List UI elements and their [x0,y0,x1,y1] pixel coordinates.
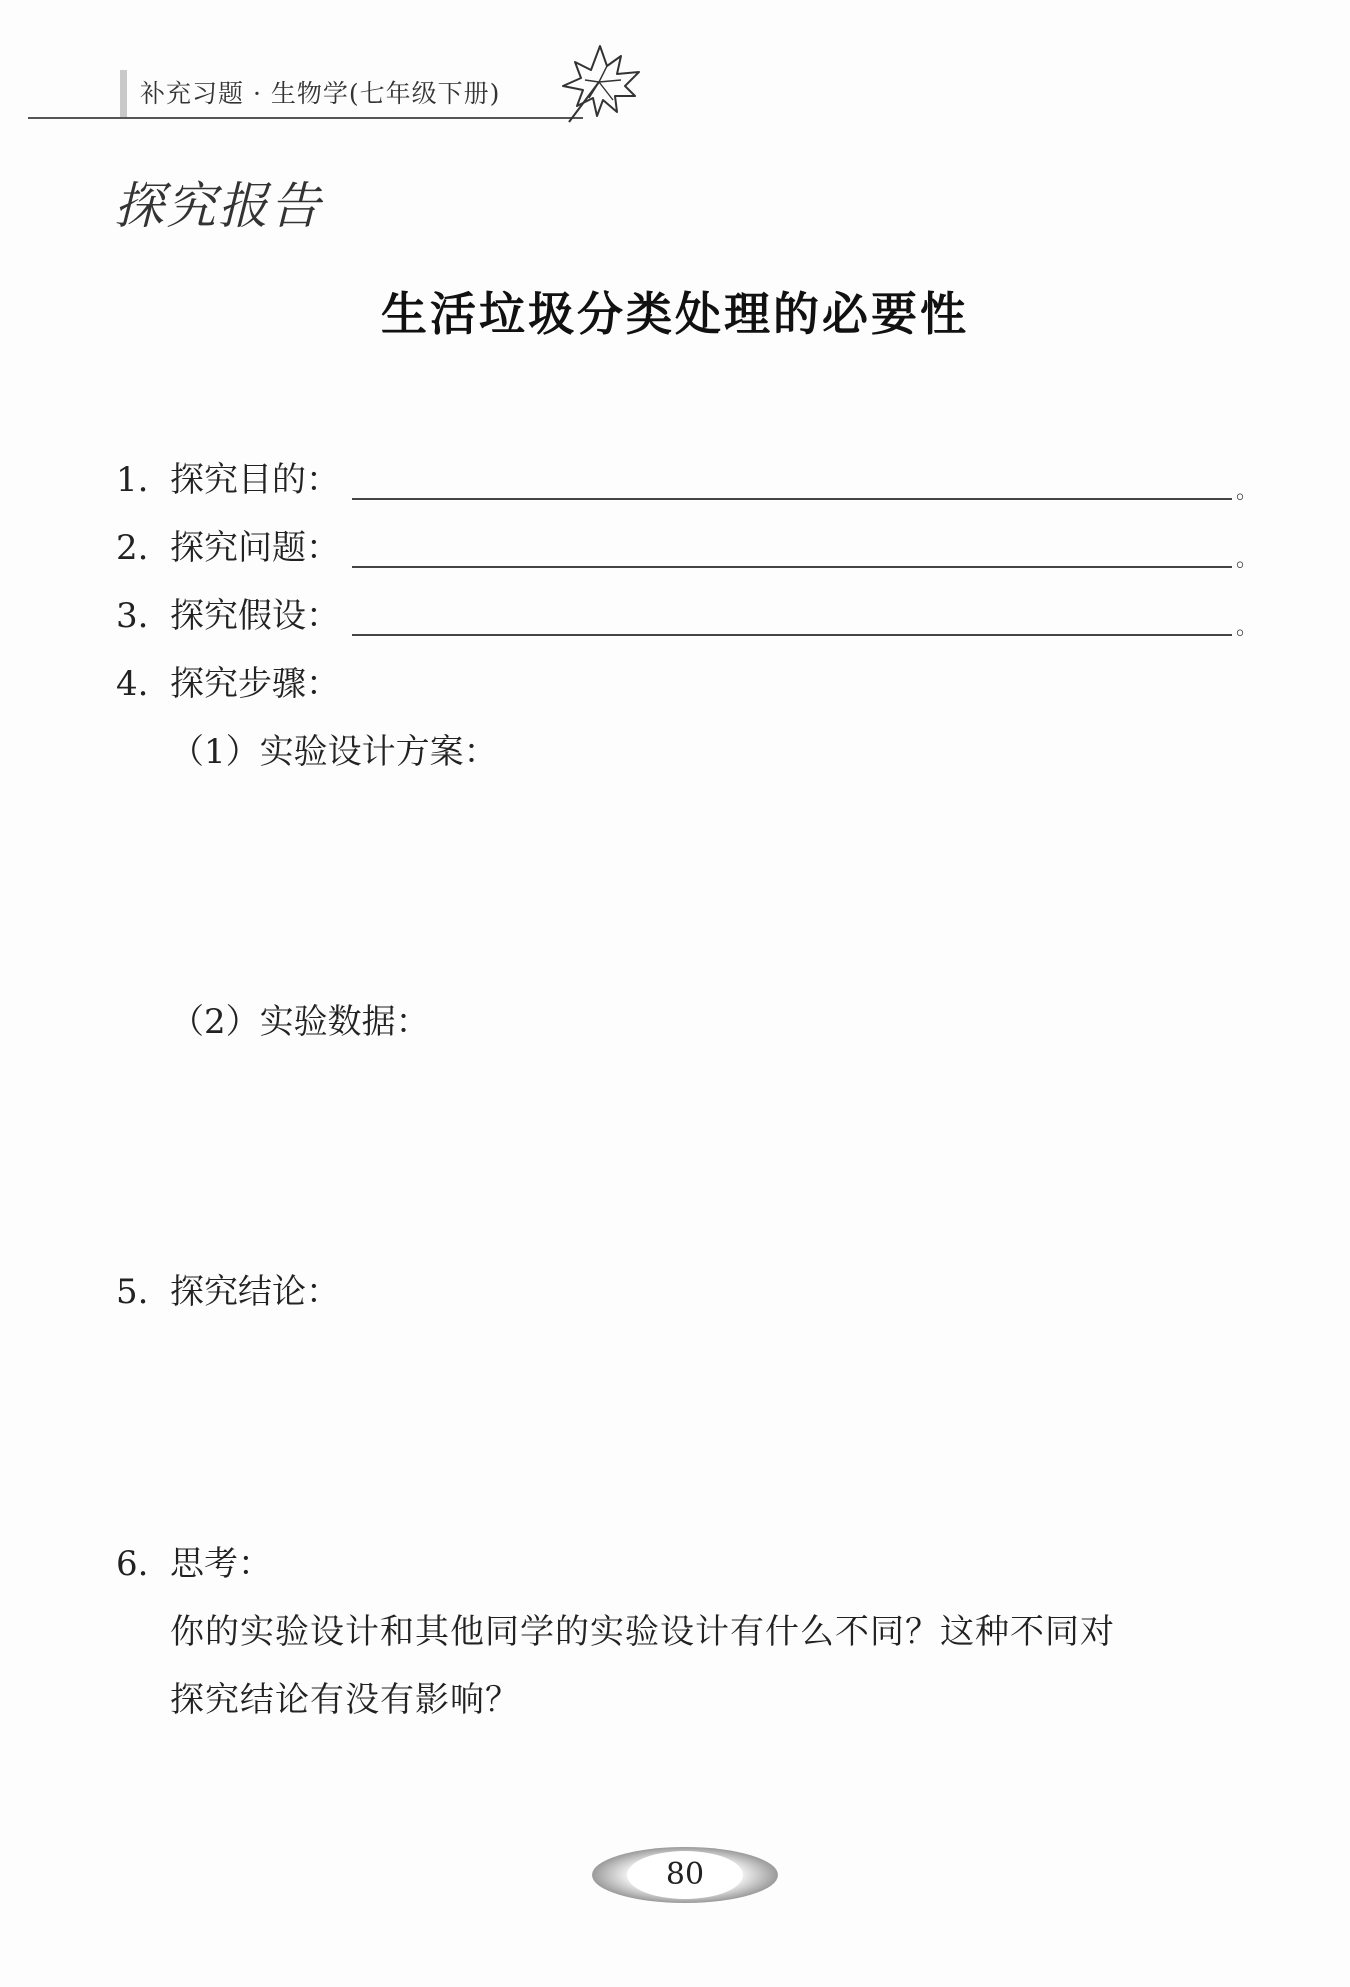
reflection-line-1: 你的实验设计和其他同学的实验设计有什么不同？这种不同对 [170,1612,1115,1652]
reflection-line-2: 探究结论有没有影响？ [170,1680,520,1720]
question-label: 探究假设： [170,596,340,636]
answer-line-3[interactable] [352,634,1232,636]
header-title: 补充习题 · 生物学(七年级下册) [140,79,501,108]
question-number: 5. [116,1272,149,1312]
maple-leaf-icon [555,40,645,130]
period-mark: 。 [1236,479,1259,504]
question-label: 探究目的： [170,460,340,500]
page-number-badge [590,1845,780,1905]
page-number: 80 [665,1857,705,1892]
question-number: 3. [116,596,149,636]
answer-line-1[interactable] [352,498,1232,500]
step-2-label: （2）实验数据： [170,1002,430,1042]
period-mark: 。 [1236,615,1259,640]
header-bar-decoration [120,70,127,118]
question-label: 思考： [170,1544,272,1584]
answer-line-2[interactable] [352,566,1232,568]
question-4 [116,656,340,705]
question-3 [116,588,340,637]
question-label: 探究问题： [170,528,340,568]
question-number: 2. [116,528,149,568]
question-1 [116,452,340,501]
question-5 [116,1264,340,1313]
question-number: 1. [116,460,149,500]
main-title: 生活垃圾分类处理的必要性 [381,287,969,341]
step-1-label: （1）实验设计方案： [170,732,498,772]
question-number: 4. [116,664,149,704]
question-label: 探究结论： [170,1272,340,1312]
question-2 [116,520,340,569]
section-title: 探究报告 [114,177,322,235]
period-mark: 。 [1236,547,1259,572]
header-rule [28,117,583,119]
question-6 [116,1536,272,1585]
question-number: 6. [116,1544,149,1584]
question-label: 探究步骤： [170,664,340,704]
